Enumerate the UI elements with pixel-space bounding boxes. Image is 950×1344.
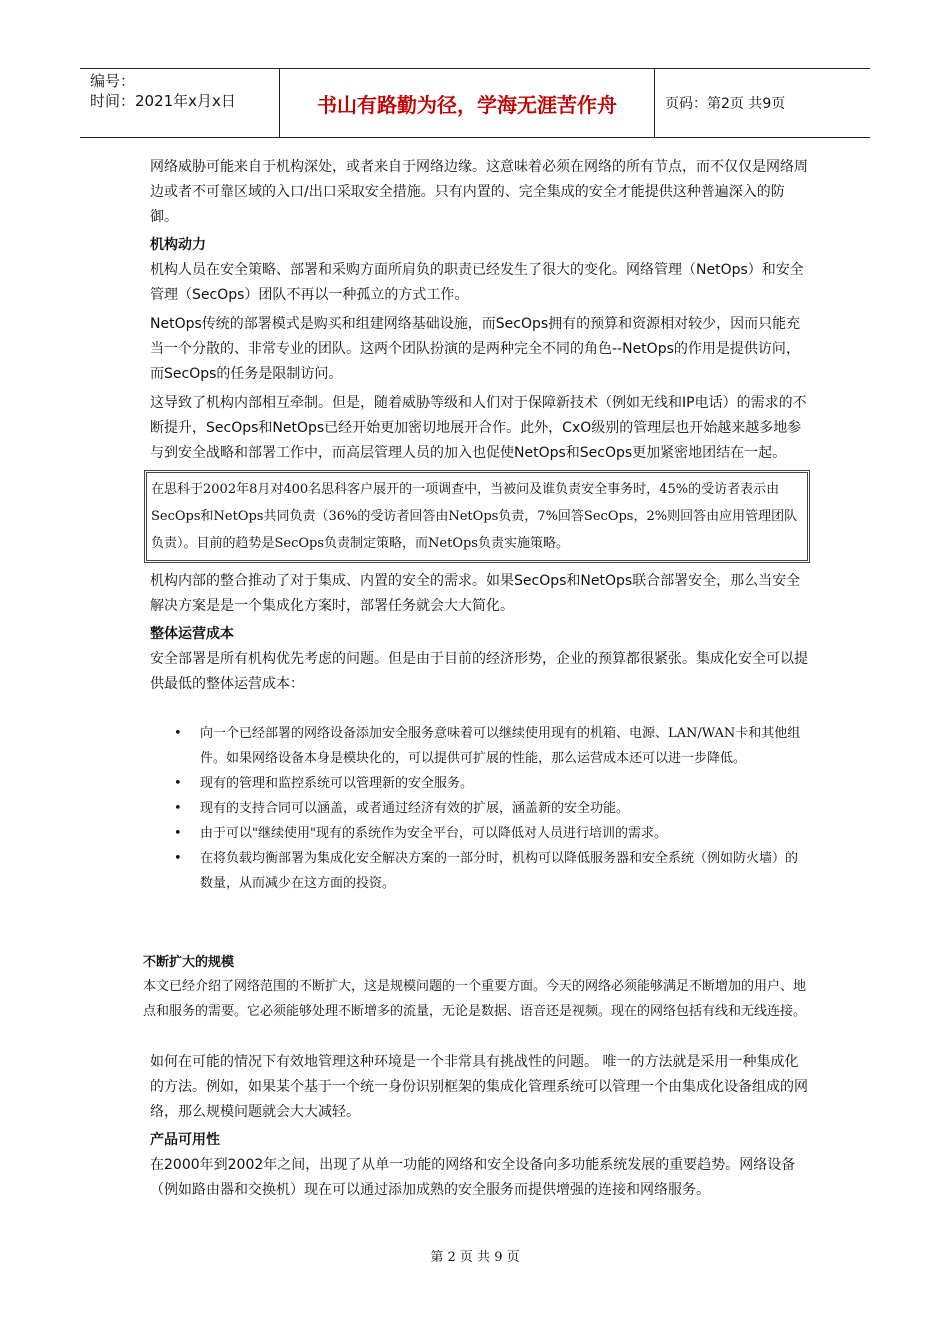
header-motto: 书山有路勤为径，学海无涯苦作舟: [280, 69, 655, 137]
paragraph-management: 如何在可能的情况下有效地管理这种环境是一个非常具有挑战性的问题。 唯一的方法就是采用一种集成化的方法。例如，如果某个基于一个统一身份识别框架的集成化管理系统可以管理一个由集成化设备组成的网络，那么规模问题就会大大减轻。: [150, 1054, 808, 1120]
paragraph-responsibilities: 机构人员在安全策略、部署和采购方面所肩负的职责已经发生了很大的变化。网络管理（NetOps）和安全管理（SecOps）团队不再以一种孤立的方式工作。: [150, 262, 804, 303]
paragraph-cooperation: 这导致了机构内部相互牵制。但是，随着威胁等级和人们对于保障新技术（例如无线和IP电话）的需求的不断提升，SecOps和NetOps已经开始更加密切地展开合作。此外，CxO级别的管理层也开始越来越多地参与到安全战略和部署工作中，而高层管理人员的加入也促使NetOps和SecOps更加紧密地团结在一起。: [150, 395, 807, 461]
cost-benefit-list: [150, 721, 810, 896]
paragraph-integration: 机构内部的整合推动了对于集成、内置的安全的需求。如果SecOps和NetOps联合部署安全，那么当安全解决方案是是一个集成化方案时，部署任务就会大大简化。: [150, 573, 801, 614]
tail-content: [150, 1050, 810, 1207]
paragraph-netops-secops: NetOps传统的部署模式是购买和组建网络基础设施，而SecOps拥有的预算和资源相对较少，因而只能充当一个分散的、非常专业的团队。这两个团队扮演的是两种完全不同的角色--NetOps的作用是提供访问，而SecOps的任务是限制访问。: [150, 316, 801, 382]
bullet-icon: •: [174, 726, 182, 741]
header-meta: [80, 69, 280, 137]
page-footer: 第 2 页 共 9 页: [430, 1250, 520, 1265]
list-item-text: 向一个已经部署的网络设备添加安全服务意味着可以继续使用现有的机箱、电源、LAN/WAN卡和其他组件。如果网络设备本身是模块化的，可以提供可扩展的性能，那么运营成本还可以进一步降低。: [200, 726, 801, 766]
list-item: [150, 821, 810, 846]
list-item: [150, 721, 810, 771]
list-item: [150, 846, 810, 896]
serial-number-label: 编号：: [90, 72, 136, 90]
bullet-icon: •: [174, 801, 182, 816]
list-item-text: 由于可以"继续使用"现有的系统作为安全平台，可以降低对人员进行培训的需求。: [200, 826, 667, 841]
paragraph-cost-intro: 安全部署是所有机构优先考虑的问题。但是由于目前的经济形势，企业的预算都很紧张。集成化安全可以提供最低的整体运营成本：: [150, 651, 808, 692]
bullet-icon: •: [174, 851, 182, 866]
list-item: [150, 771, 810, 796]
paragraph-scale: 本文已经介绍了网络范围的不断扩大，这是规模问题的一个重要方面。今天的网络必须能够满足不断增加的用户、地点和服务的需要。它必须能够处理不断增多的流量，无论是数据、语音还是视频。现在的网络包括有线和无线连接。: [143, 979, 807, 1019]
survey-callout-box: 在思科于2002年8月对400名思科客户展开的一项调查中，当被问及谁负责安全事务时，45%的受访者表示由SecOps和NetOps共同负责（36%的受访者回答由NetOps负责，7%回答SecOps，2%则回答由应用管理团队负责）。目前的趋势是SecOps负责制定策略，而NetOps负责实施策略。: [144, 470, 810, 563]
heading-cost: 整体运营成本: [150, 626, 234, 642]
bullet-icon: •: [174, 776, 182, 791]
page-header: [80, 68, 870, 138]
paragraph-threats: 网络威胁可能来自于机构深处，或者来自于网络边缘。这意味着必须在网络的所有节点，而不仅仅是网络周边或者不可靠区域的入口/出口采取安全措施。只有内置的、完全集成的安全才能提供这种普遍深入的防御。: [150, 159, 808, 225]
list-item-text: 现有的支持合同可以涵盖，或者通过经济有效的扩展，涵盖新的安全功能。: [200, 801, 630, 816]
list-item-text: 现有的管理和监控系统可以管理新的安全服务。: [200, 776, 474, 791]
heading-availability: 产品可用性: [150, 1132, 220, 1148]
heading-dynamics: 机构动力: [150, 237, 206, 253]
heading-scale: 不断扩大的规模: [143, 955, 235, 970]
header-page-info: 页码：第2页 共9页: [665, 96, 786, 112]
list-item: [150, 796, 810, 821]
bullet-icon: •: [174, 826, 182, 841]
scale-section: [143, 952, 813, 1026]
list-item-text: 在将负载均衡部署为集成化安全解决方案的一部分时，机构可以降低服务器和安全系统（例如防火墙）的数量，从而减少在这方面的投资。: [200, 851, 799, 891]
date-text: 时间：2021年x月x日: [90, 92, 236, 110]
main-content: [150, 155, 810, 896]
paragraph-availability: 在2000年到2002年之间，出现了从单一功能的网络和安全设备向多功能系统发展的重要趋势。网络设备（例如路由器和交换机）现在可以通过添加成熟的安全服务而提供增强的连接和网络服务。: [150, 1157, 796, 1198]
